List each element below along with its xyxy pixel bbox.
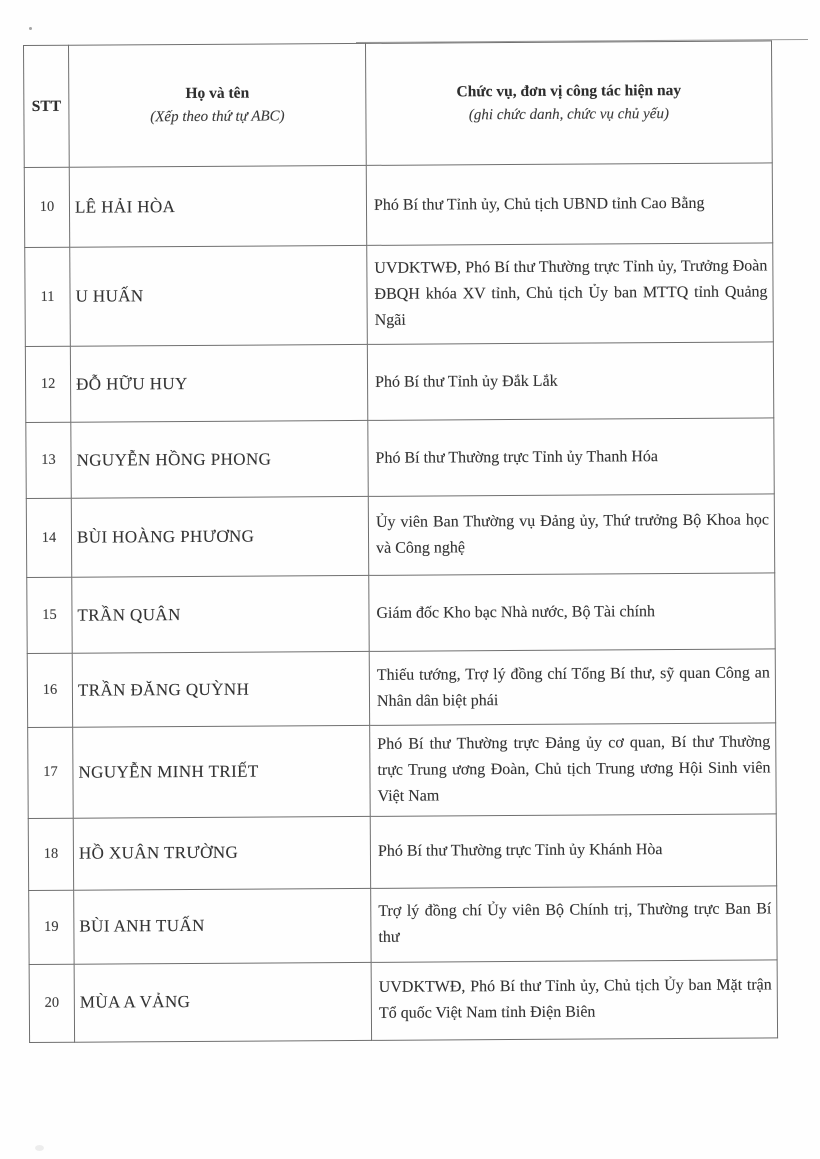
table-row (27, 649, 775, 728)
stt-cell: 17 (28, 727, 74, 818)
table-row (26, 494, 774, 578)
position-cell: Trợ lý đồng chí Ủy viên Bộ Chính trị, Thường trực Ban Bí thư (371, 886, 777, 962)
position-cell: Ủy viên Ban Thường vụ Đảng ủy, Thứ trưởng Bộ Khoa học và Công nghệ (368, 494, 774, 575)
header-position-title: Chức vụ, đơn vị công tác hiện nay (456, 82, 682, 101)
name-cell: ĐỖ HỮU HUY (70, 344, 367, 422)
name-cell: U HUẤN (70, 245, 368, 346)
stt-cell: 16 (27, 653, 72, 727)
header-stt: STT (24, 45, 70, 167)
position-cell: Phó Bí thư Thường trực Tỉnh ủy Khánh Hòa (370, 814, 776, 888)
position-cell: Phó Bí thư Thường trực Tỉnh ủy Thanh Hóa (368, 418, 774, 496)
stt-cell: 12 (25, 346, 70, 422)
table-row (29, 886, 777, 965)
header-name-subtitle: (Xếp theo thứ tự ABC) (150, 108, 285, 126)
table-row (28, 814, 776, 891)
stt-cell: 15 (27, 577, 72, 653)
table-row (25, 342, 773, 423)
table-row (26, 418, 774, 499)
table-row (24, 163, 772, 248)
name-cell: NGUYỄN MINH TRIẾT (73, 725, 371, 818)
name-cell: LÊ HẢI HÒA (69, 165, 366, 247)
stt-cell: 20 (29, 964, 74, 1042)
name-cell: TRẦN ĐĂNG QUỲNH (72, 651, 369, 727)
stt-cell: 18 (28, 818, 73, 890)
table-container (23, 40, 778, 1042)
scan-dot-artifact (29, 27, 32, 30)
position-cell: Giám đốc Kho bạc Nhà nước, Bộ Tài chính (369, 573, 775, 651)
position-cell: Phó Bí thư Thường trực Đảng ủy cơ quan, Bí thư Thường trực Trung ương Đoàn, Chủ tịch Trung ương Hội Sinh viên Việt Nam (370, 723, 777, 816)
header-name (69, 43, 367, 167)
stt-cell: 10 (24, 167, 69, 247)
header-position-subtitle: (ghi chức danh, chức vụ chủ yếu) (468, 106, 669, 124)
table-header-row (24, 41, 773, 168)
name-cell: HỒ XUÂN TRƯỜNG (73, 816, 370, 890)
position-cell: Phó Bí thư Tỉnh ủy, Chủ tịch UBND tỉnh Cao Bằng (366, 163, 772, 245)
stt-cell: 14 (26, 498, 71, 577)
position-cell: Thiếu tướng, Trợ lý đồng chí Tổng Bí thư, sỹ quan Công an Nhân dân biệt phái (369, 649, 775, 725)
personnel-table (23, 40, 778, 1042)
position-cell: UVDKTWĐ, Phó Bí thư Tỉnh ủy, Chủ tịch Ủy ban Mặt trận Tổ quốc Việt Nam tỉnh Điện Biên (371, 960, 777, 1040)
position-cell: UVDKTWĐ, Phó Bí thư Thường trực Tỉnh ủy, Trưởng Đoàn ĐBQH khóa XV tỉnh, Chủ tịch Ủy ban MTTQ tỉnh Quảng Ngãi (367, 243, 774, 344)
stt-cell: 19 (29, 890, 74, 964)
stt-cell: 13 (26, 422, 71, 498)
table-row (25, 243, 774, 347)
scan-smudge-artifact (35, 1145, 44, 1151)
table-row (29, 960, 777, 1043)
name-cell: NGUYỄN HỒNG PHONG (71, 420, 368, 498)
name-cell: MÙA A VẢNG (74, 962, 371, 1042)
stt-cell: 11 (25, 247, 71, 346)
table-row (27, 573, 775, 654)
position-cell: Phó Bí thư Tỉnh ủy Đắk Lắk (367, 342, 773, 420)
table-row (28, 723, 777, 818)
header-name-title: Họ và tên (185, 84, 250, 103)
name-cell: BÙI HOÀNG PHƯƠNG (71, 496, 368, 577)
name-cell: BÙI ANH TUẤN (74, 888, 371, 964)
name-cell: TRẦN QUÂN (72, 575, 369, 653)
header-position (365, 41, 772, 165)
